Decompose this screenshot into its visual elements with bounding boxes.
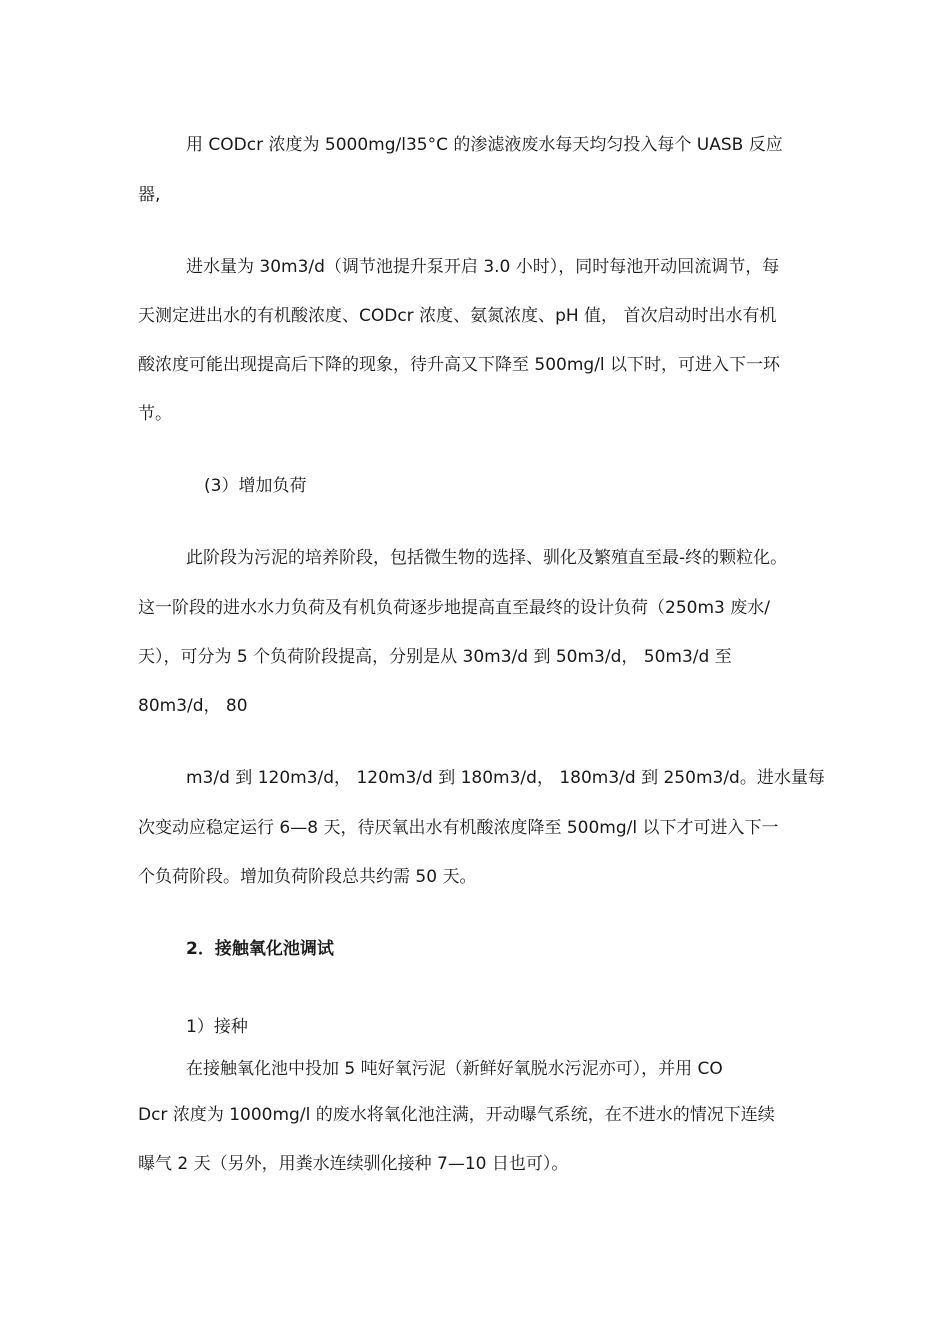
subsection-heading: 1）接种 [186, 1017, 248, 1037]
paragraph-line: 曝气 2 天（另外，用粪水连续驯化接种 7—10 日也可）。 [138, 1154, 569, 1174]
section-title: 2．接触氧化池调试 [186, 939, 334, 959]
paragraph-line: 酸浓度可能出现提高后下降的现象，待升高又下降至 500mg/l 以下时，可进入下一环 [138, 355, 781, 375]
paragraph-line: 节。 [138, 404, 172, 424]
paragraph-line: 这一阶段的进水水力负荷及有机负荷逐步地提高直至最终的设计负荷（250m3 废水/ [138, 598, 770, 618]
paragraph-line: Dcr 浓度为 1000mg/l 的废水将氧化池注满，开动曝气系统，在不进水的情况下连续 [138, 1105, 775, 1125]
paragraph-line: 个负荷阶段。增加负荷阶段总共约需 50 天。 [138, 867, 477, 887]
paragraph-line: 器, [138, 185, 161, 205]
section-heading: (3）增加负荷 [204, 476, 307, 496]
paragraph-line: 在接触氧化池中投加 5 吨好氧污泥（新鲜好氧脱水污泥亦可），并用 CO [186, 1059, 723, 1079]
paragraph-line: 天），可分为 5 个负荷阶段提高，分别是从 30m3/d 到 50m3/d， 50m3/d 至 [138, 647, 732, 667]
paragraph-line: 进水量为 30m3/d（调节池提升泵开启 3.0 小时），同时每池开动回流调节，每 [186, 257, 780, 277]
paragraph-line: m3/d 到 120m3/d， 120m3/d 到 180m3/d， 180m3/d 到 250m3/d。进水量每 [186, 768, 825, 788]
paragraph-line: 天测定进出水的有机酸浓度、CODcr 浓度、氨氮浓度、pH 值， 首次启动时出水有机 [138, 306, 777, 326]
paragraph-line: 80m3/d， 80 [138, 696, 248, 716]
paragraph-line: 次变动应稳定运行 6—8 天，待厌氧出水有机酸浓度降至 500mg/l 以下才可进入下一 [138, 818, 779, 838]
paragraph-line: 用 CODcr 浓度为 5000mg/l35°C 的渗滤液废水每天均匀投入每个 UASB 反应 [186, 135, 783, 155]
paragraph-line: 此阶段为污泥的培养阶段，包括微生物的选择、驯化及繁殖直至最-终的颗粒化。 [186, 548, 788, 568]
